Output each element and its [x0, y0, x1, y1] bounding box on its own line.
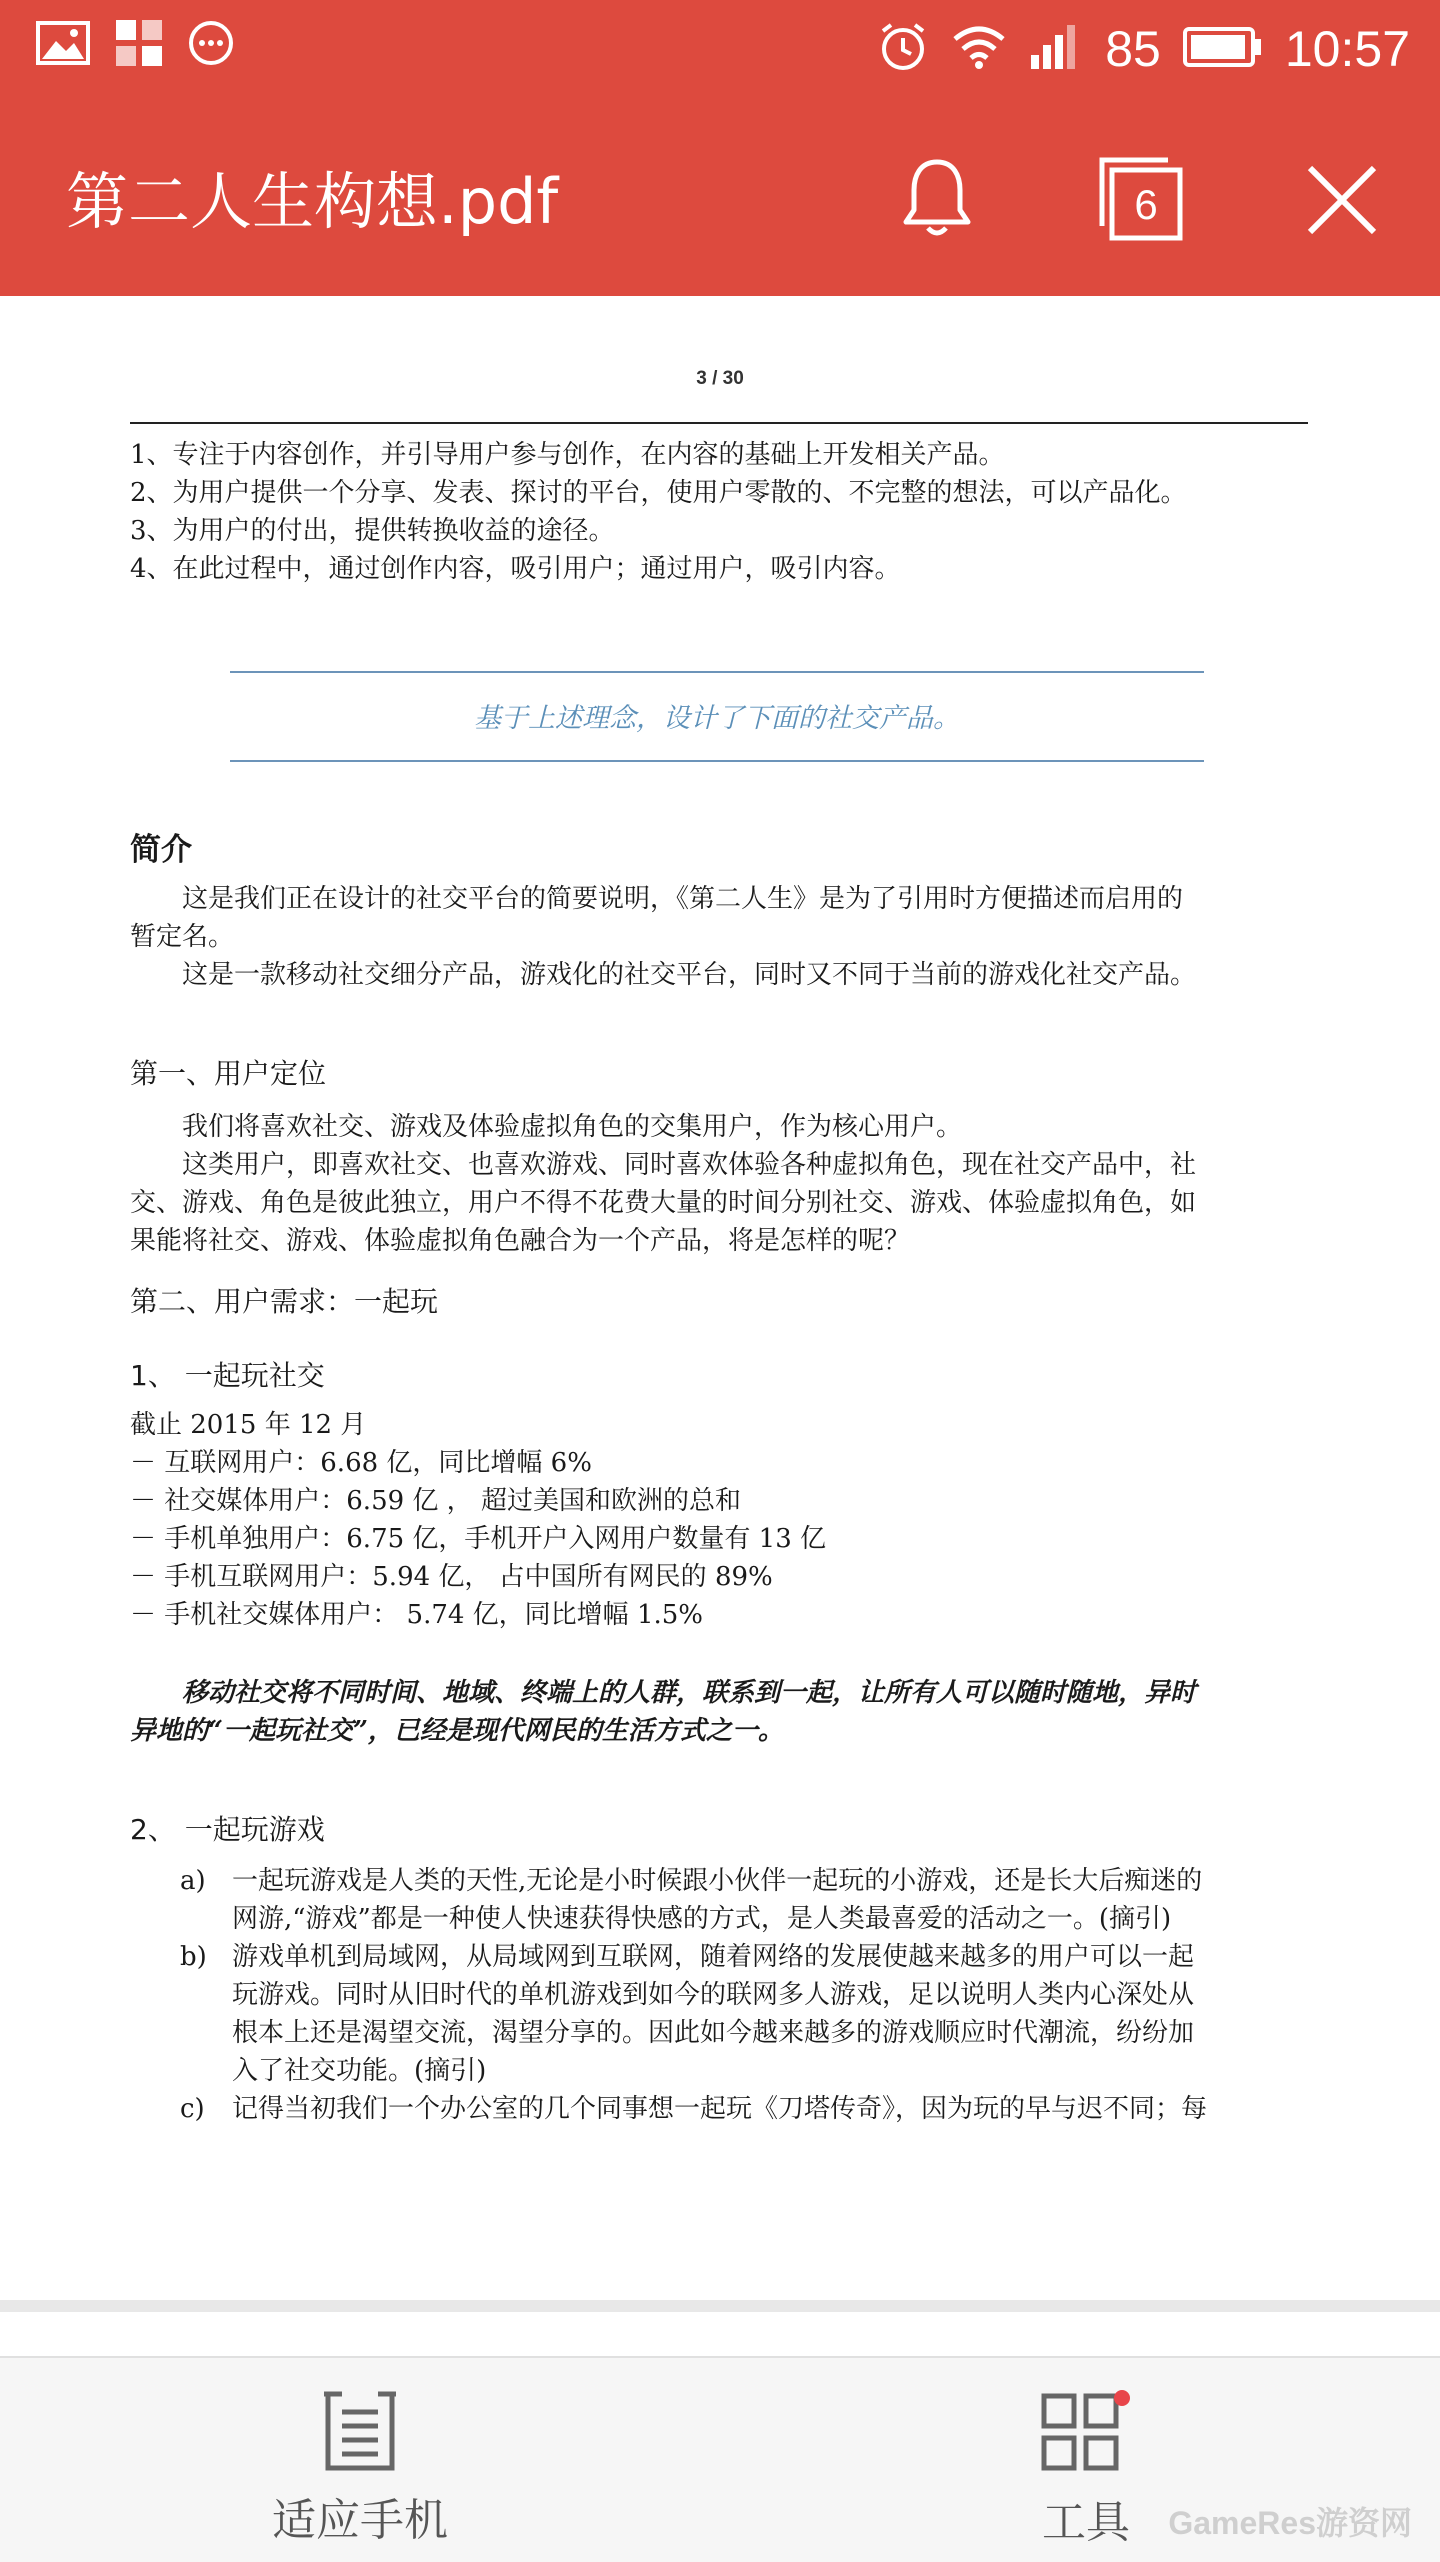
bell-icon	[900, 225, 974, 244]
tab-count: 6	[1134, 181, 1158, 228]
fit-phone-button[interactable]	[210, 2390, 510, 2548]
section-heading-intro: 简介	[130, 832, 192, 868]
document-icon	[320, 2457, 400, 2476]
clock: 10:57	[1284, 21, 1410, 77]
list-line: 一起玩游戏是人类的天性,无论是小时候跟小伙伴一起玩的小游戏，还是长大后痴迷的	[232, 1866, 1203, 1896]
paragraph-line: 这是一款移动社交细分产品，游戏化的社交平台，同时又不同于当前的游戏化社交产品。	[182, 960, 1197, 990]
paragraph-line: 这类用户，即喜欢社交、也喜欢游戏、同时喜欢体验各种虚拟角色，现在社交产品中，社	[182, 1150, 1197, 1180]
header-rule	[130, 422, 1308, 424]
bottom-bar	[0, 2356, 1440, 2562]
fit-phone-label: 适应手机	[272, 2495, 448, 2546]
list-line: 网游,“游戏”都是一种使人快速获得快感的方式，是人类最喜爱的活动之一。(摘引)	[232, 1904, 1172, 1934]
stats-item: － 社交媒体用户：6.59 亿 ， 超过美国和欧洲的总和	[130, 1486, 741, 1516]
alarm-icon	[877, 21, 929, 77]
stats-item: － 手机互联网用户：5.94 亿， 占中国所有网民的 89%	[130, 1562, 773, 1592]
page-separator	[0, 2300, 1440, 2312]
paragraph-line: 交、游戏、角色是彼此独立，用户不得不花费大量的时间分别社交、游戏、体验虚拟角色，如	[130, 1188, 1197, 1218]
list-line: 玩游戏。同时从旧时代的单机游戏到如今的联网多人游戏，足以说明人类内心深处从	[232, 1980, 1195, 2010]
wifi-icon	[951, 25, 1007, 73]
section-heading-1: 第一、用户定位	[130, 1057, 327, 1090]
paragraph-line: 暂定名。	[130, 922, 235, 952]
document-title: 第二人生构想.pdf	[66, 165, 559, 238]
list-line: 游戏单机到局域网，从局域网到互联网，随着网络的发展使越来越多的用户可以一起	[232, 1942, 1195, 1972]
subsection-heading-2: 2、 一起玩游戏	[130, 1813, 325, 1846]
subsection-heading-1: 1、 一起玩社交	[130, 1359, 325, 1392]
section-heading-2: 第二、用户需求：一起玩	[130, 1285, 439, 1318]
stats-item: － 手机单独用户：6.75 亿，手机开户入网用户数量有 13 亿	[130, 1524, 827, 1554]
paragraph-line: 果能将社交、游戏、体验虚拟角色融合为一个产品，将是怎样的呢？	[130, 1226, 911, 1256]
list-label: a)	[180, 1866, 206, 1896]
pdf-page[interactable]	[0, 296, 1440, 2296]
intro-item: 1、专注于内容创作，并引导用户参与创作，在内容的基础上开发相关产品。	[130, 440, 1005, 470]
intro-item: 4、在此过程中，通过创作内容，吸引用户；通过用户，吸引内容。	[130, 554, 901, 584]
list-line: 入了社交功能。(摘引)	[232, 2056, 487, 2086]
quote-text: 基于上述理念，设计了下面的社交产品。	[474, 703, 960, 734]
intro-item: 3、为用户的付出，提供转换收益的途径。	[130, 516, 615, 546]
intro-item: 2、为用户提供一个分享、发表、探讨的平台，使用户零散的、不完整的想法，可以产品化。	[130, 478, 1187, 508]
close-button[interactable]	[1306, 164, 1378, 240]
emphasis-line: 移动社交将不同时间、地域、终端上的人群，联系到一起，让所有人可以随时随地，异时	[182, 1678, 1197, 1708]
battery-icon	[1183, 25, 1263, 73]
stats-item: － 手机社交媒体用户： 5.74 亿，同比增幅 1.5%	[130, 1600, 704, 1630]
battery-level: 85	[1105, 21, 1161, 77]
tools-label: 工具	[1042, 2497, 1130, 2548]
close-icon	[1306, 221, 1378, 240]
paragraph-line: 我们将喜欢社交、游戏及体验虚拟角色的交集用户，作为核心用户。	[182, 1112, 963, 1142]
list-label: b)	[180, 1942, 207, 1972]
list-line: 根本上还是渴望交流，渴望分享的。因此如今越来越多的游戏顺应时代潮流，纷纷加	[232, 2018, 1195, 2048]
emphasis-line: 异地的“一起玩社交”，已经是现代网民的生活方式之一。	[130, 1716, 784, 1746]
status-bar	[0, 0, 1440, 98]
paragraph-line: 这是我们正在设计的社交平台的简要说明，《第二人生》是为了引用时方便描述而启用的	[182, 884, 1184, 914]
stats-item: － 互联网用户：6.68 亿，同比增幅 6%	[130, 1448, 592, 1478]
watermark: GameRes游资网	[1168, 2505, 1412, 2541]
tools-grid-icon	[1040, 2459, 1132, 2478]
stats-intro: 截止 2015 年 12 月	[130, 1410, 367, 1440]
tabs-button[interactable]	[1098, 156, 1186, 248]
page-number: 3 / 30	[696, 368, 744, 389]
image-icon	[36, 21, 90, 69]
quote-rule-bottom	[230, 760, 1204, 762]
quote-rule-top	[230, 671, 1204, 673]
signal-icon	[1029, 23, 1083, 75]
list-line: 记得当初我们一个办公室的几个同事想一起玩《刀塔传奇》，因为玩的早与迟不同；每	[232, 2094, 1208, 2124]
notification-button[interactable]	[900, 156, 974, 244]
more-icon	[188, 20, 234, 70]
list-label: c)	[180, 2094, 205, 2124]
apps-icon	[116, 20, 162, 70]
toolbar	[0, 98, 1440, 296]
